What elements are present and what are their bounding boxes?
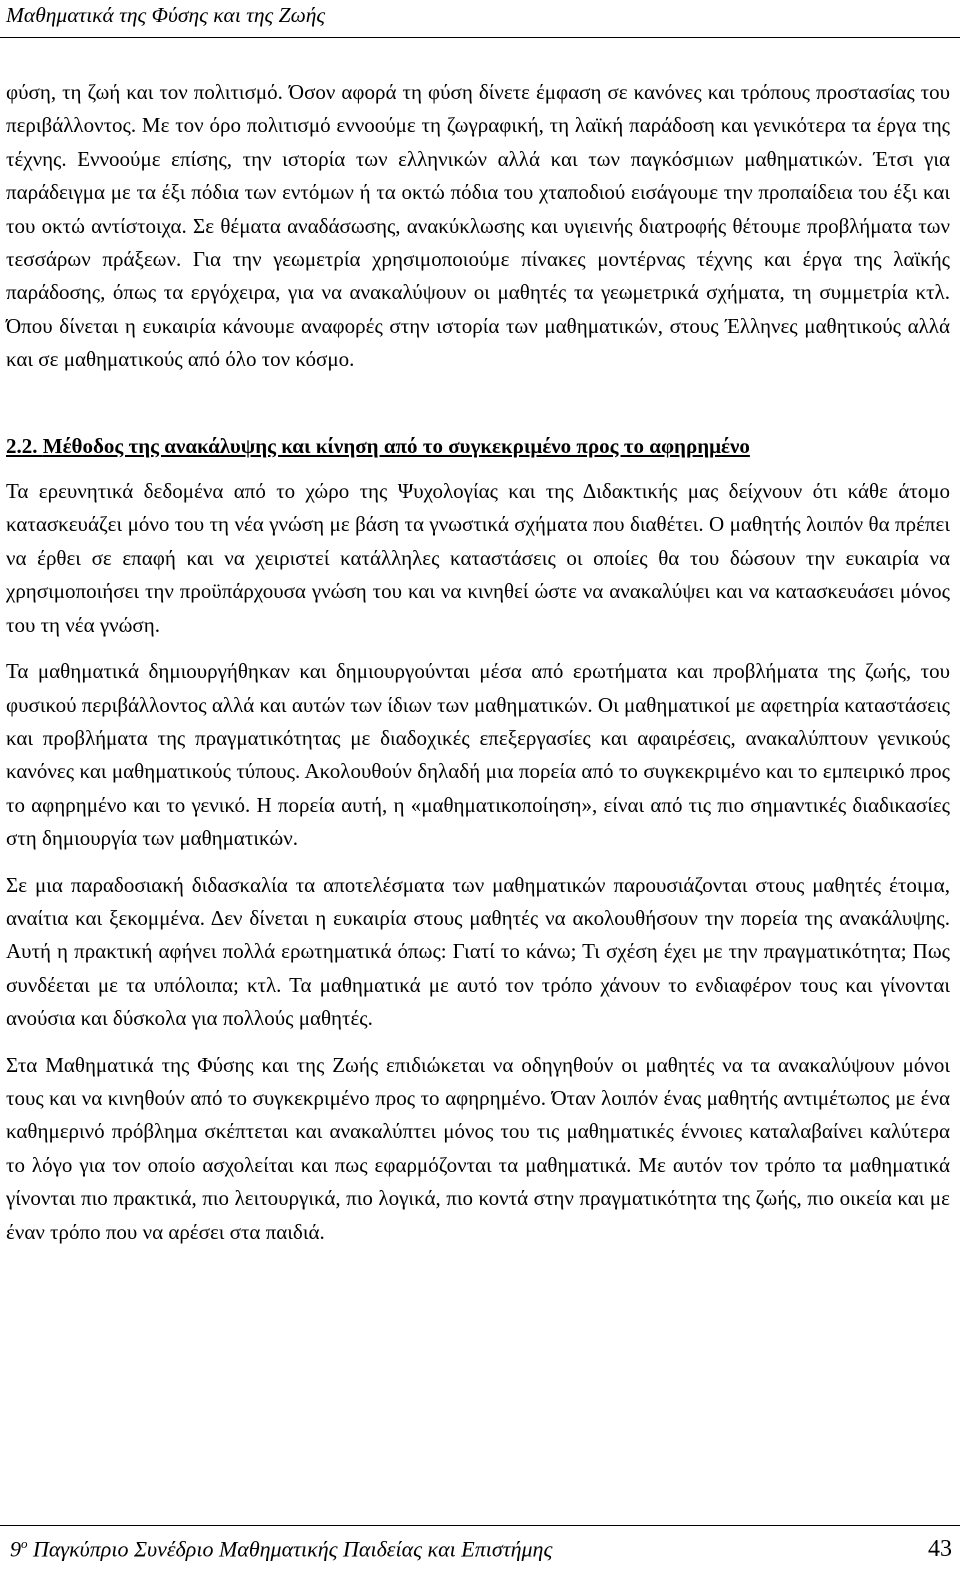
footer-rule: [0, 1525, 960, 1526]
conference-title: [10, 1536, 552, 1562]
paragraph-3: Τα μαθηματικά δημιουργήθηκαν και δημιουργούνται μέσα από ερωτήματα και προβλήματα της ζωής, του φυσικού περιβάλλοντος αλλά και αυτών των ίδιων των μαθηματικών. Οι μαθηματικοί με αφετηρία καταστάσεις και προβλήματα της πραγματικότητας με διαδοχικές επεξεργασίες και αφαιρέσεις, ανακαλύπτουν γενικούς κανόνες και μαθηματικούς τύπους. Ακολουθούν δηλαδή μια πορεία από το συγκεκριμένο και το εμπειρικό προς το αφηρημένο και το γενικό. Η πορεία αυτή, η «μαθηματικοποίηση», είναι από τις πιο σημαντικές διαδικασίες στη δημιουργία των μαθηματικών.: [6, 659, 950, 851]
conference-name: Παγκύπριο Συνέδριο Μαθηματικής Παιδείας και Επιστήμης: [27, 1536, 553, 1562]
section-heading: [6, 430, 950, 463]
section-number: 2.2.: [6, 433, 38, 458]
page-footer: [10, 1530, 954, 1570]
header-rule: [0, 37, 960, 38]
paragraph-4: Σε μια παραδοσιακή διδασκαλία τα αποτελέσματα των μαθηματικών παρουσιάζονται στους μαθητές έτοιμα, αναίτια και ξεκομμένα. Δεν δίνεται η ευκαιρία στους μαθητές να ακολουθήσουν την πορεία της ανακάλυψης. Αυτή η πρακτική αφήνει πολλά ερωτηματικά όπως: Γιατί το κάνω; Τι σχέση έχει με την πραγματικότητα; Πως συνδέεται με τα υπόλοιπα; κτλ. Τα μαθηματικά με αυτό τον τρόπο χάνουν το ενδιαφέρον τους και γίνονται ανούσια και δύσκολα για πολλούς μαθητές.: [6, 872, 950, 1031]
page-number: 43: [928, 1536, 952, 1562]
section-title: Μέθοδος της ανακάλυψης και κίνηση από το συγκεκριμένο προς το αφηρημένο: [42, 433, 750, 458]
ordinal-number: 9: [10, 1536, 21, 1562]
ordinal-suffix: ο: [21, 1536, 28, 1551]
paragraph-5: Στα Μαθηματικά της Φύσης και της Ζωής επιδιώκεται να οδηγηθούν οι μαθητές να τα ανακαλύψουν μόνοι τους και να κινηθούν από το συγκεκριμένο προς το αφηρημένο. Όταν λοιπόν ένας μαθητής αντιμέτωπος με ένα καθημερινό πρόβλημα σκέπτεται και ανακαλύπτει μόνος του τις μαθηματικές έννοιες καταλαβαίνει καλύτερα το λόγο για τον οποίο ασχολείται και πως εφαρμόζονται τα μαθηματικά. Με αυτόν τον τρόπο τα μαθηματικά γίνονται πιο πρακτικά, πιο λειτουργικά, πιο λογικά, πιο κοντά στην πραγματικότητα της ζωής, πιο οικεία και με έναν τρόπο που να αρέσει στα παιδιά.: [6, 1052, 950, 1244]
page-body: [6, 76, 950, 1249]
paragraph-1: φύση, τη ζωή και τον πολιτισμό. Όσον αφορά τη φύση δίνετε έμφαση σε κανόνες και τρόπους προστασίας του περιβάλλοντος. Με τον όρο πολιτισμό εννοούμε τη ζωγραφική, τη λαϊκή παράδοση και γενικότερα τα έργα της τέχνης. Εννοούμε επίσης, την ιστορία των ελληνικών αλλά και των παγκόσμιων μαθηματικών. Έτσι για παράδειγμα με τα έξι πόδια των εντόμων ή τα οκτώ πόδια του χταποδιού εισάγουμε την προπαίδεια του έξι και του οκτώ αντίστοιχα. Σε θέματα αναδάσωσης, ανακύκλωσης και υγιεινής διατροφής θέτουμε προβλήματα των τεσσάρων πράξεων. Για την γεωμετρία χρησιμοποιούμε πίνακες μοντέρνας τέχνης και έργα της λαϊκής παράδοσης, όπως τα εργόχειρα, για να ανακαλύψουν οι μαθητές τα γεωμετρικά σχήματα, τη συμμετρία κτλ. Όπου δίνεται η ευκαιρία κάνουμε αναφορές στην ιστορία των μαθηματικών, στους Έλληνες μαθητικούς αλλά και σε μαθηματικούς από όλο τον κόσμο.: [6, 80, 950, 372]
paragraph-2: Τα ερευνητικά δεδομένα από το χώρο της Ψυχολογίας και της Διδακτικής μας δείχνουν ότι κάθε άτομο κατασκευάζει μόνο του τη νέα γνώση με βάση τα γνωστικά σχήματα που διαθέτει. Ο μαθητής λοιπόν θα πρέπει να έρθει σε επαφή και να χειριστεί κατάλληλες καταστάσεις οι οποίες θα του δώσουν την ευκαιρία να χρησιμοποιήσει την προϋπάρχουσα γνώση του και να κινηθεί ώστε να ανακαλύψει και να κατασκευάσει μόνος του τη νέα γνώση.: [6, 479, 950, 637]
running-header: Μαθηματικά της Φύσης και της Ζωής: [6, 3, 326, 27]
